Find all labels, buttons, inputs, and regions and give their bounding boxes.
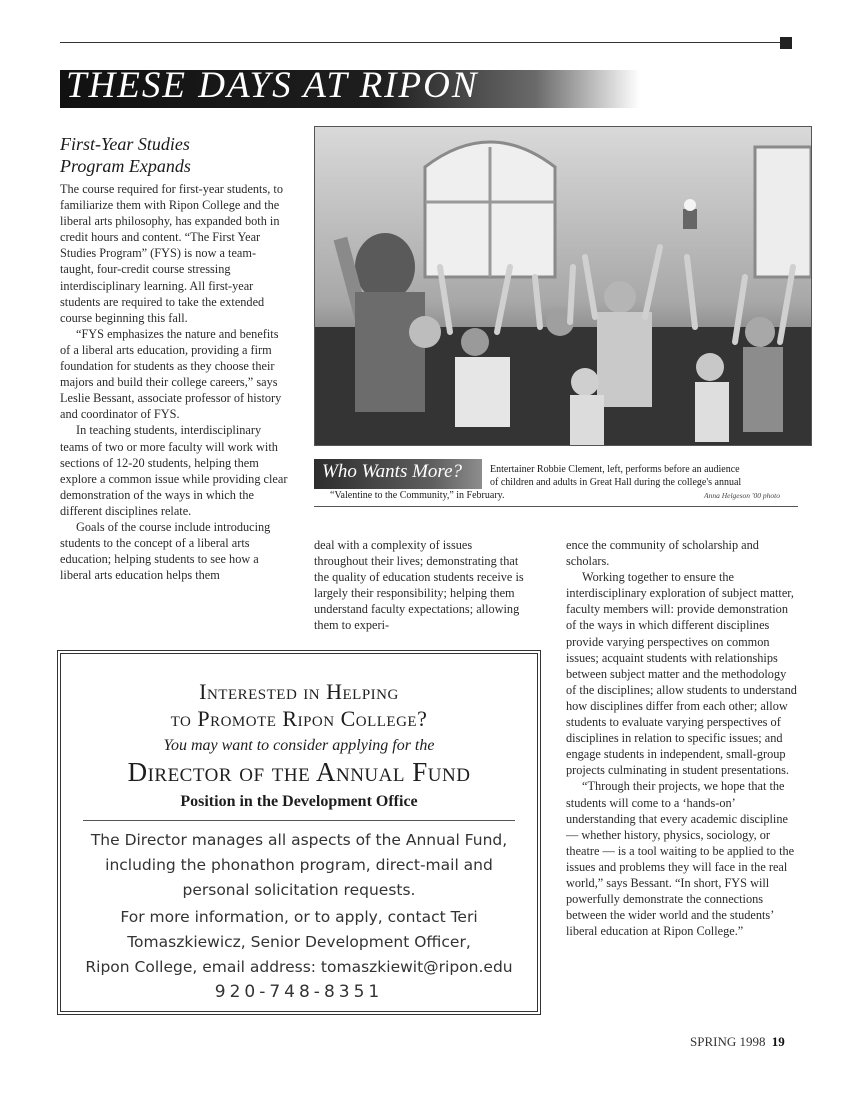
- article-column-1: [60, 181, 288, 583]
- photo-caption-line2: of children and adults in Great Hall during the college's annual: [490, 477, 742, 488]
- ad-contact-line2: Tomaszkiewicz, Senior Development Officer,: [127, 933, 471, 951]
- article-headline-line2: Program Expands: [60, 156, 191, 176]
- ad-body-line2: including the phonathon program, direct-mail and: [105, 856, 493, 874]
- footer-page-number: 19: [771, 1034, 785, 1049]
- ad-position-subtitle: Position in the Development Office: [180, 793, 418, 810]
- ad-body-line3: personal solicitation requests.: [182, 881, 416, 899]
- section-banner-title: THESE DAYS AT RIPON: [66, 65, 479, 106]
- ad-divider: [83, 820, 515, 821]
- article-paragraph: “Through their projects, we hope that the students will come to a ‘hands-on’ understanding that every academic discipline — whether history, physics, sociology, or theatre — is a tool waiting to be applied to the issues and problems they will face in the real world,” says Bessant. “In short, FYS will powerfully demonstrate the connections between the wider world and the students’ liberal education at Ripon College.”: [566, 779, 795, 939]
- ad-contact-line3: Ripon College, email address: tomaszkiewit@ripon.edu: [85, 958, 513, 976]
- photo-caption-line1: Entertainer Robbie Clement, left, performs before an audience: [490, 464, 740, 475]
- caption-title: Who Wants More?: [322, 461, 463, 482]
- top-rule: [60, 42, 786, 43]
- event-photo-image: [315, 127, 811, 445]
- article-paragraph: deal with a complexity of issues throughout their lives; demonstrating that the quality of education students receive is largely their responsibility; helping them understand faculty expectations; allowing them to experi-: [314, 538, 524, 633]
- photo-credit: Anna Helgeson '00 photo: [704, 491, 780, 500]
- article-paragraph: ence the community of scholarship and scholars.: [566, 538, 759, 569]
- ad-contact-line1: For more information, or to apply, contact Teri: [120, 908, 478, 926]
- ad-body-line1: The Director manages all aspects of the Annual Fund,: [90, 831, 508, 849]
- article-headline-line1: First-Year Studies: [60, 134, 190, 154]
- event-photo: [314, 126, 812, 446]
- footer-issue: SPRING 1998: [690, 1034, 766, 1049]
- caption-rule: [314, 506, 798, 507]
- article-column-3: [566, 537, 798, 939]
- ad-headline-line1: Interested in Helping: [199, 679, 399, 704]
- article-column-2: [314, 537, 528, 634]
- article-headline: [60, 133, 300, 177]
- ad-phone-number: 920-748-8351: [214, 982, 384, 1002]
- article-paragraph: Goals of the course include introducing students to the concept of a liberal arts education; helping students to see how a liberal arts education helps them: [60, 519, 271, 583]
- ad-headline-line2: to Promote Ripon College?: [170, 706, 428, 731]
- ad-position-title: Director of the Annual Fund: [127, 757, 471, 787]
- article-paragraph: “FYS emphasizes the nature and benefits of a liberal arts education, providing a firm foundation for students as they choose their majors and build their college careers,” says Leslie Bessant, associate professor of history and coordinator of FYS.: [60, 326, 282, 422]
- page-footer: [690, 1034, 785, 1050]
- top-rule-square: [780, 37, 792, 49]
- article-paragraph: Working together to ensure the interdisciplinary exploration of subject matter, faculty members will: provide demonstration of the ways in which different disciplines provide varying perspectives on common issues; acquaint students with relationships between subject matter and the methodology of the disciplines; allow students to understand how disciplines differ from each other; allow students to evaluate varying perspectives of disciplines in relation to specific issues; and engage students in independent, small-group projects culminating in student presentations.: [566, 570, 797, 778]
- job-ad-box: [60, 653, 538, 1012]
- article-paragraph: The course required for first-year students, to familiarize them with Ripon College and the liberal arts philosophy, has expanded both in credit hours and content. “The First Year Studies Program” (FYS) is now a team-taught, four-credit course stressing interdisciplinary learning. All first-year students are required to take the extended course beginning this fall.: [60, 182, 283, 325]
- photo-caption-line3: “Valentine to the Community,” in February.: [330, 490, 505, 501]
- article-paragraph: In teaching students, interdisciplinary teams of two or more faculty will work with sections of 12-20 students, helping them explore a common issue while providing clear demonstration of the ways in which the different disciplines relate.: [60, 423, 288, 518]
- ad-intro: You may want to consider applying for the: [163, 737, 435, 754]
